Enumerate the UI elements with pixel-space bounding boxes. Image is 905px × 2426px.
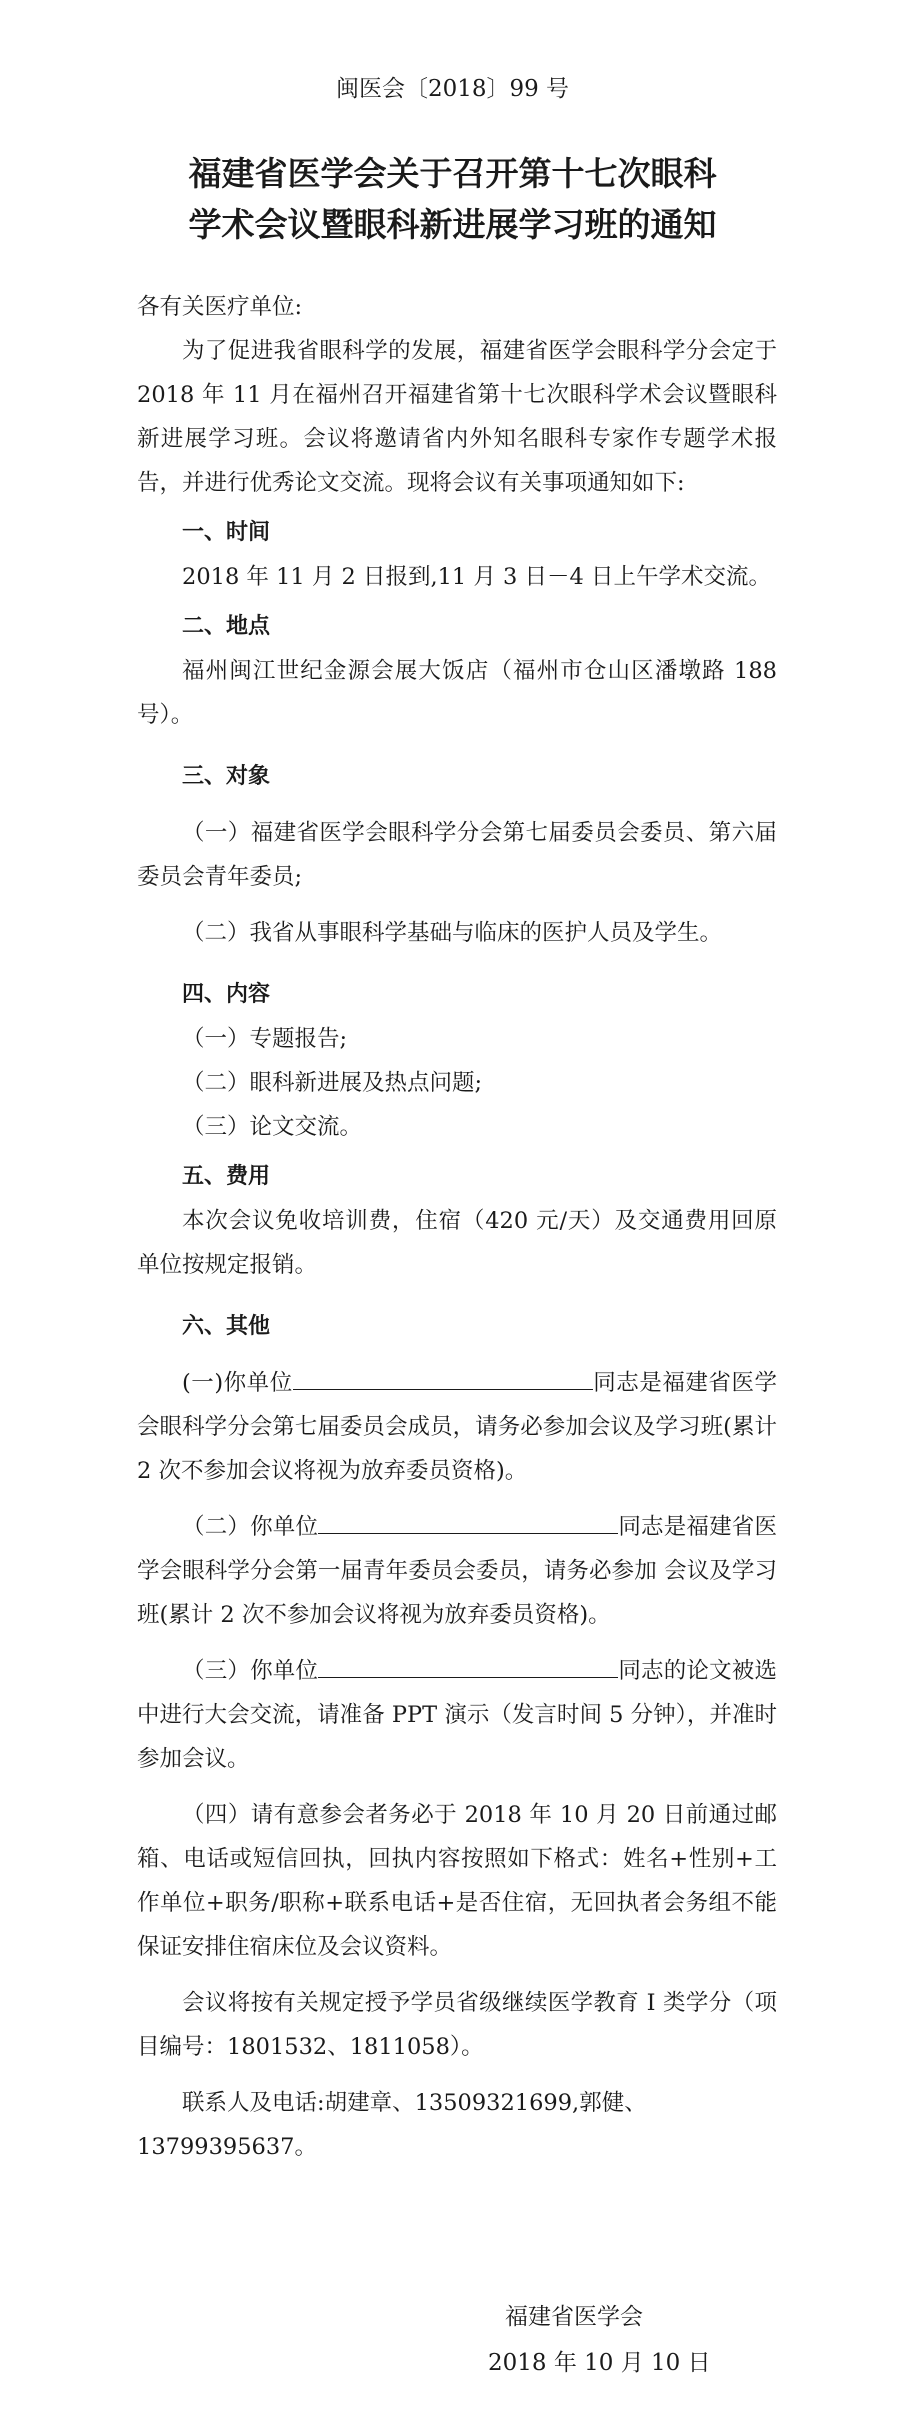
other-item-1-suffix: 同志是福建省医学会眼科学分会第七届委员会成员，请务必参加会议及学习班(累计 2 次不参加会议将视为放弃委员资格)。 bbox=[137, 1370, 777, 1484]
signature-date: 2018 年 10 月 10 日 bbox=[488, 2350, 711, 2376]
other-item-2-prefix: （二）你单位 bbox=[182, 1514, 319, 1540]
time-text: 2018 年 11 月 2 日报到,11 月 3 日－4 日上午学术交流。 bbox=[182, 564, 771, 590]
title-line-1: 福建省医学会关于召开第十七次眼科 bbox=[188, 154, 717, 193]
section-heading-target: 三、对象 bbox=[182, 764, 271, 789]
fee-text: 本次会议免收培训费，住宿（420 元/天）及交通费用回原单位按规定报销。 bbox=[137, 1208, 777, 1278]
salutation: 各有关医疗单位: bbox=[137, 294, 303, 320]
intro-paragraph: 为了促进我省眼科学的发展，福建省医学会眼科学分会定于 2018 年 11 月在福州召开福建省第十七次眼科学术会议暨眼科新进展学习班。会议将邀请省内外知名眼科专家作专题学术报告，并进行优秀论文交流。现将会议有关事项通知如下: bbox=[137, 338, 777, 496]
title-line-2: 学术会议暨眼科新进展学习班的通知 bbox=[188, 205, 717, 244]
other-item-2 bbox=[137, 1505, 777, 1637]
place-text: 福州闽江世纪金源会展大饭店（福州市仓山区潘墩路 188 号）。 bbox=[137, 658, 777, 728]
document-number: 闽医会〔2018〕99 号 bbox=[335, 76, 570, 102]
content-item-2: （二）眼科新进展及热点问题; bbox=[182, 1070, 483, 1096]
other-item-3-suffix: 同志的论文被选中进行大会交流，请准备 PPT 演示（发言时间 5 分钟），并准时参加会议。 bbox=[137, 1658, 777, 1772]
content-item-3: （三）论文交流。 bbox=[182, 1114, 363, 1140]
target-item-1: （一）福建省医学会眼科学分会第七届委员会委员、第六届委员会青年委员; bbox=[137, 820, 777, 890]
other-item-3 bbox=[137, 1649, 777, 1781]
name-blank-line bbox=[293, 1363, 593, 1390]
credit-paragraph: 会议将按有关规定授予学员省级继续医学教育 I 类学分（项目编号：1801532、1811058）。 bbox=[137, 1990, 777, 2060]
other-item-2-suffix: 同志是福建省医学会眼科学分会第一届青年委员会委员，请务必参加 会议及学习班(累计 2 次不参加会议将视为放弃委员资格)。 bbox=[137, 1514, 777, 1628]
section-heading-fee: 五、费用 bbox=[182, 1164, 271, 1189]
signature-organization: 福建省医学会 bbox=[505, 2304, 643, 2330]
other-item-4: （四）请有意参会者务必于 2018 年 10 月 20 日前通过邮箱、电话或短信回执，回执内容按照如下格式：姓名+性别+工作单位+职务/职称+联系电话+是否住宿，无回执者会务组不能保证安排住宿床位及会议资料。 bbox=[137, 1802, 777, 1960]
section-heading-time: 一、时间 bbox=[182, 520, 271, 545]
target-item-2: （二）我省从事眼科学基础与临床的医护人员及学生。 bbox=[182, 920, 723, 946]
section-heading-other: 六、其他 bbox=[182, 1314, 271, 1339]
notice-body bbox=[137, 285, 777, 2169]
name-blank-line bbox=[318, 1651, 618, 1678]
contact-paragraph: 联系人及电话:胡建章、13509321699,郭健、13799395637。 bbox=[137, 2090, 647, 2160]
other-item-3-prefix: （三）你单位 bbox=[182, 1658, 319, 1684]
section-heading-place: 二、地点 bbox=[182, 614, 271, 639]
other-item-1 bbox=[137, 1361, 777, 1493]
name-blank-line bbox=[318, 1507, 618, 1534]
content-item-1: （一）专题报告; bbox=[182, 1026, 348, 1052]
section-heading-content: 四、内容 bbox=[182, 982, 271, 1007]
other-item-1-prefix: (一)你单位 bbox=[182, 1370, 293, 1396]
